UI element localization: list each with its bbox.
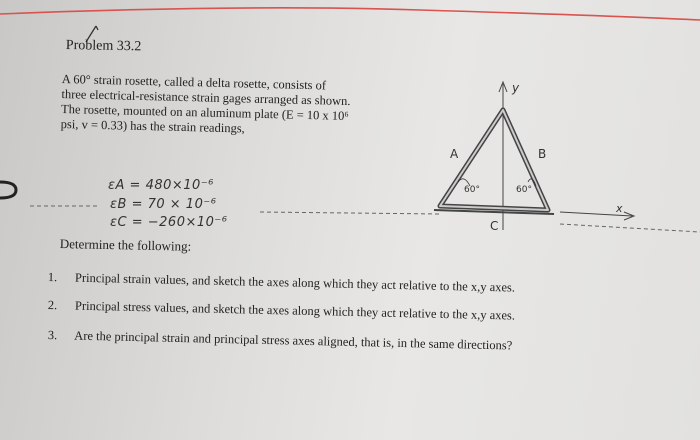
question-number: 2. [47, 298, 58, 313]
gage-label-b: B [538, 147, 547, 161]
x-axis-label: x [616, 202, 623, 215]
question-text: Are the principal strain and principal stress axes aligned, that is, in the same directions? [74, 328, 513, 353]
problem-intro: A 60° strain rosette, called a delta rosette, consists of three electrical-resistance strain gages arranged as shown. The rosette, mounted on an aluminum plate (E = 10 x 10⁶ psi, v = 0.33) has the strain readings, [60, 72, 351, 136]
gage-label-c: C [490, 219, 499, 233]
question-text: Principal strain values, and sketch the axes along which they act relative to the x,y axes. [74, 270, 516, 295]
question-number: 3. [47, 328, 58, 343]
question-number: 1. [47, 270, 58, 285]
question-list [48, 270, 668, 356]
strain-reading-a: εA = 480×10⁻⁶ [108, 178, 214, 193]
delta-rosette-diagram [420, 70, 650, 250]
y-axis-label: y [512, 81, 520, 95]
strain-reading-c: εC = −260×10⁻⁶ [110, 215, 228, 230]
angle-label-right: 60° [516, 185, 532, 195]
angle-label-left: 60° [464, 185, 480, 195]
gage-label-a: A [450, 147, 459, 161]
problem-title: Problem 33.2 [65, 38, 142, 55]
determine-heading: Determine the following: [59, 236, 192, 254]
strain-reading-b: εB = 70 × 10⁻⁶ [110, 197, 217, 212]
binder-ring [0, 178, 20, 202]
question-text: Principal stress values, and sketch the axes along which they act relative to the x,y axes. [74, 298, 516, 323]
